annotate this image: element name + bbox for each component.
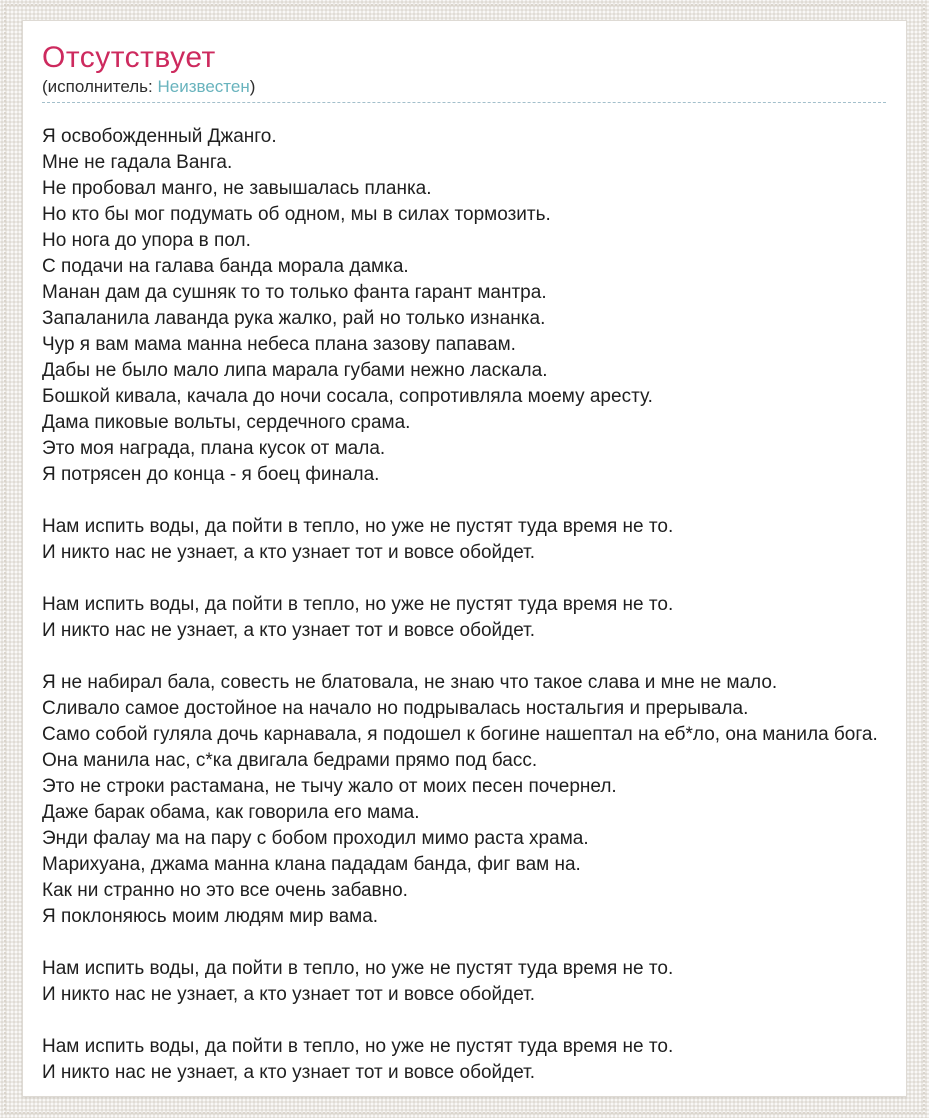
lyric-line: Это не строки растамана, не тычу жало от моих песен почернел. — [42, 776, 617, 797]
lyrics-text — [42, 124, 886, 1086]
artist-label-open: (исполнитель: — [42, 77, 158, 96]
lyric-line: Мне не гадала Ванга. — [42, 152, 233, 173]
lyric-line: И никто нас не узнает, а кто узнает тот и вовсе обойдет. — [42, 984, 536, 1005]
lyric-line: Бошкой кивала, качала до ночи сосала, сопротивляла моему аресту. — [42, 386, 653, 407]
lyric-line: И никто нас не узнает, а кто узнает тот и вовсе обойдет. — [42, 620, 536, 641]
lyric-line — [42, 488, 886, 514]
artist-label-close: ) — [249, 77, 256, 96]
lyric-line: Нам испить воды, да пойти в тепло, но уже не пустят туда время не то. — [42, 958, 674, 979]
lyric-line: Запаланила лаванда рука жалко, рай но только изнанка. — [42, 308, 546, 329]
lyric-line: Даже барак обама, как говорила его мама. — [42, 802, 420, 823]
artist-link[interactable]: Неизвестен — [157, 77, 250, 96]
page-title: Отсутствует — [42, 41, 216, 74]
lyric-line: И никто нас не узнает, а кто узнает тот и вовсе обойдет. — [42, 542, 536, 563]
lyric-line: Она манила нас, с*ка двигала бедрами прямо под басс. — [42, 750, 538, 771]
lyric-line: Это моя награда, плана кусок от мала. — [42, 438, 386, 459]
lyric-line: Но нога до упора в пол. — [42, 230, 251, 251]
lyric-line: Манан дам да сушняк то то только фанта гарант мантра. — [42, 282, 547, 303]
lyric-line: Нам испить воды, да пойти в тепло, но уже не пустят туда время не то. — [42, 594, 674, 615]
lyric-line: С подачи на галава банда морала дамка. — [42, 256, 409, 277]
lyric-line: Я поклоняюсь моим людям мир вама. — [42, 906, 379, 927]
artist-line — [42, 77, 886, 103]
lyric-line: Нам испить воды, да пойти в тепло, но уже не пустят туда время не то. — [42, 1036, 674, 1057]
lyrics-card — [22, 20, 907, 1097]
lyric-line — [42, 566, 886, 592]
lyric-line — [42, 930, 886, 956]
lyric-line: Не пробовал манго, не завышалась планка. — [42, 178, 432, 199]
lyric-line: Сливало самое достойное на начало но подрывалась ностальгия и прерывала. — [42, 698, 749, 719]
lyric-line: Энди фалау ма на пару с бобом проходил мимо раста храма. — [42, 828, 589, 849]
lyric-line: Я потрясен до конца - я боец финала. — [42, 464, 380, 485]
lyric-line — [42, 644, 886, 670]
lyric-line: Нам испить воды, да пойти в тепло, но уже не пустят туда время не то. — [42, 516, 674, 537]
lyric-line: Чур я вам мама манна небеса плана зазову папавам. — [42, 334, 516, 355]
card-header — [42, 41, 886, 103]
lyric-line: Дабы не было мало липа марала губами нежно ласкала. — [42, 360, 548, 381]
lyric-line: Я освобожденный Джанго. — [42, 126, 277, 147]
lyric-line: И никто нас не узнает, а кто узнает тот и вовсе обойдет. — [42, 1062, 536, 1083]
lyric-line: Как ни странно но это все очень забавно. — [42, 880, 408, 901]
lyric-line: Я не набирал бала, совесть не блатовала, не знаю что такое слава и мне не мало. — [42, 672, 778, 693]
lyric-line: Марихуана, джама манна клана пададам банда, фиг вам на. — [42, 854, 581, 875]
lyric-line — [42, 1008, 886, 1034]
lyric-line: Но кто бы мог подумать об одном, мы в силах тормозить. — [42, 204, 551, 225]
lyric-line: Дама пиковые вольты, сердечного срама. — [42, 412, 411, 433]
lyric-line: Само собой гуляла дочь карнавала, я подошел к богине нашептал на еб*ло, она манила бога. — [42, 724, 878, 745]
